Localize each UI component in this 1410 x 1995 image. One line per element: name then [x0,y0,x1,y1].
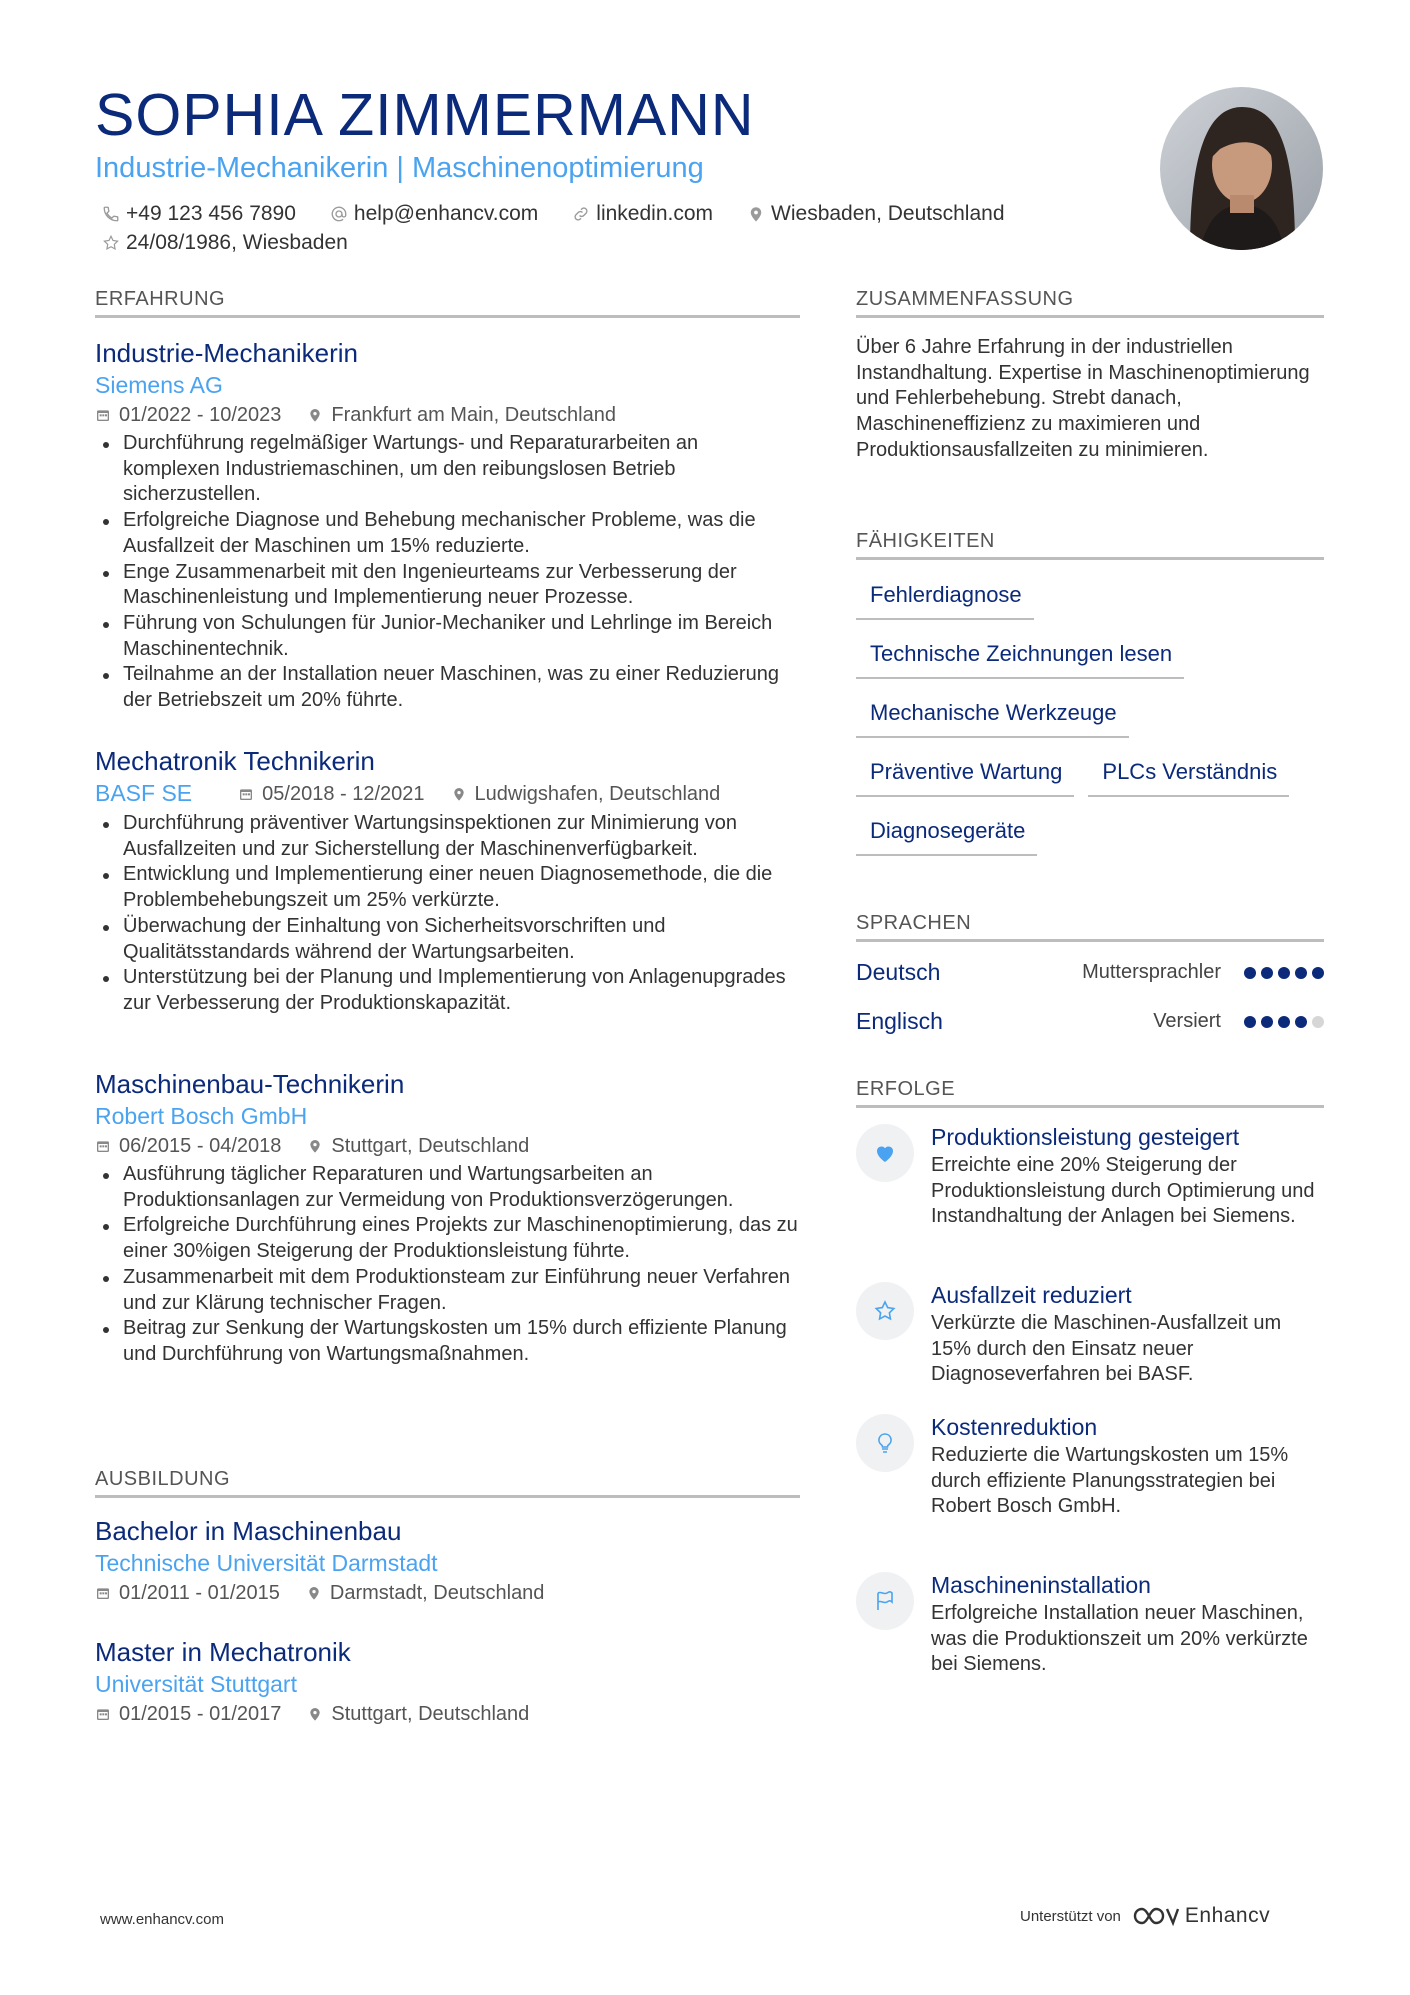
rating-dot [1295,1016,1307,1028]
skill-tag: Fehlerdiagnose [856,580,1034,620]
footer-website[interactable]: www.enhancv.com [100,1911,224,1928]
experience-entry: Industrie-Mechanikerin Siemens AG 01/2022 - 10/2023 Frankfurt am Main, Deutschland Durchführung regelmäßiger Wartungs- und Reparaturarbeiten an komplexen Industriemaschinen, um den reibungslosen Betrieb sicherzustellen. Erfolgreiche Diagnose und Behebung mechanischer Probleme, was die Ausfallzeit der Maschinen um 15% reduzierte. Enge Zusammenarbeit mit den Ingenieurteams zur Verbesserung der Maschinenleistung und Implementierung neuer Prozesse. Führung von Schulungen für Junior-Mechaniker und Lehrlinge im Bereich Maschinentechnik. Teilnahme an der Installation neuer Maschinen, was zu einer Reduzierung der Betriebszeit um 20% führte. [95,336,800,714]
headline: Industrie-Mechanikerin | Maschinenoptimierung [95,152,704,184]
calendar-icon [95,1138,111,1154]
language-row: Englisch Versiert [856,997,1324,1046]
skill-tag: Technische Zeichnungen lesen [856,639,1184,679]
skills-list [856,580,1324,875]
map-pin-icon [451,786,467,802]
candidate-name: SOPHIA ZIMMERMANN [95,82,755,148]
achievements-list: Produktionsleistung gesteigert Erreichte eine 20% Steigerung der Produktionsleistung durch Optimierung und Instandhaltung der Anlagen bei Siemens. Ausfallzeit reduziert Verkürzte die Maschinen-Ausfallzeit um 15% durch den Einsatz neuer Diagnoseverfahren bei BASF. Kostenreduktion Reduzierte die Wartungskosten um 15% durch effiziente Planungsstrategien bei Robert Bosch GmbH. Maschineninstallation Erfolgreiche Installation neuer Maschinen, was die Produktionszeit um 20% verkürzte bei Siemens. [856,1122,1324,1822]
link-icon [572,205,590,223]
map-pin-icon [747,205,765,223]
list-item: Zusammenarbeit mit dem Produktionsteam zur Einführung neuer Verfahren und zur Klärung technischer Fragen. [95,1265,800,1316]
flag-icon [873,1589,897,1613]
list-item: Überwachung der Einhaltung von Sicherheitsvorschriften und Qualitätsstandards während der Wartungsarbeiten. [95,914,800,965]
rating-dot [1261,967,1273,979]
calendar-icon [238,786,254,802]
calendar-icon [95,1585,111,1601]
skill-tag: Präventive Wartung [856,757,1074,797]
list-item: Durchführung präventiver Wartungsinspektionen zur Minimierung von Ausfallzeiten und zur Sicherstellung der Maschinenverfügbarkeit. [95,811,800,862]
rating-dot [1278,967,1290,979]
brand-name: Enhancv [1184,1904,1271,1927]
footer-branding: Unterstützt von Enhancv [1020,1904,1271,1927]
rating-dot [1312,1016,1324,1028]
education-entry: Bachelor in Maschinenbau Technische Universität Darmstadt 01/2011 - 01/2015 Darmstadt, Deutschland [95,1516,545,1604]
skill-tag: PLCs Verständnis [1088,757,1289,797]
list-item: Beitrag zur Senkung der Wartungskosten um 15% durch effiziente Planung und Durchführung von Wartungsmaßnahmen. [95,1316,800,1367]
rating-dots [1239,967,1324,979]
profile-photo [1160,87,1323,250]
lightbulb-icon [873,1431,897,1455]
rating-dot [1244,1016,1256,1028]
email-contact[interactable]: help@enhancv.com [330,202,538,226]
list-item: Durchführung regelmäßiger Wartungs- und Reparaturarbeiten an komplexen Industriemaschinen, um den reibungslosen Betrieb sicherzustellen. [95,431,800,508]
phone-icon [102,205,120,223]
rating-dot [1278,1016,1290,1028]
summary-text: Über 6 Jahre Erfahrung in der industriellen Instandhaltung. Expertise in Maschinenoptimierung und Fehlerbehebung. Strebt danach, Maschineneffizienz zu maximieren und Produktionsausfallzeiten zu minimieren. [856,336,1310,461]
education-entry: Master in Mechatronik Universität Stuttgart 01/2015 - 01/2017 Stuttgart, Deutschland [95,1637,530,1725]
skill-tag: Mechanische Werkzeuge [856,698,1129,738]
list-item: Ausführung täglicher Reparaturen und Wartungsarbeiten an Produktionsanlagen zur Vermeidung von Produktionsverzögerungen. [95,1162,800,1213]
experience-entry: Maschinenbau-Technikerin Robert Bosch GmbH 06/2015 - 04/2018 Stuttgart, Deutschland Ausführung täglicher Reparaturen und Wartungsarbeiten an Produktionsanlagen zur Vermeidung von Produktionsverzögerungen. Erfolgreiche Durchführung eines Projekts zur Maschinenoptimierung, das zu einer 30%igen Steigerung der Produktionsleistung führte. Zusammenarbeit mit dem Produktionsteam zur Einführung neuer Verfahren und zur Klärung technischer Fragen. Beitrag zur Senkung der Wartungskosten um 15% durch effiziente Planung und Durchführung von Wartungsmaßnahmen. [95,1067,800,1368]
heart-icon [873,1141,897,1165]
list-item: Erfolgreiche Diagnose und Behebung mechanischer Probleme, was die Ausfallzeit der Maschinen um 15% reduzierte. [95,508,800,559]
birth-contact: 24/08/1986, Wiesbaden [102,231,348,255]
section-header-experience: ERFAHRUNG [95,288,800,318]
rating-dot [1261,1016,1273,1028]
language-row: Deutsch Muttersprachler [856,948,1324,997]
skill-tag: Diagnosegeräte [856,816,1037,856]
rating-dot [1312,967,1324,979]
linkedin-contact[interactable]: linkedin.com [572,202,713,226]
calendar-icon [95,407,111,423]
rating-dot [1244,967,1256,979]
rating-dot [1295,967,1307,979]
section-header-summary: ZUSAMMENFASSUNG [856,288,1324,318]
section-header-education: AUSBILDUNG [95,1468,800,1498]
list-item: Entwicklung und Implementierung einer neuen Diagnosemethode, die die Problembehebungszeit um 25% verkürzte. [95,862,800,913]
rating-dots [1239,1016,1324,1028]
experience-entry: Mechatronik Technikerin BASF SE 05/2018 - 12/2021 Ludwigshafen, Deutschland Durchführung präventiver Wartungsinspektionen zur Minimierung von Ausfallzeiten und zur Sicherstellung der Maschinenverfügbarkeit. Entwicklung und Implementierung einer neuen Diagnosemethode, die die Problembehebungszeit um 25% verkürzte. Überwachung der Einhaltung von Sicherheitsvorschriften und Qualitätsstandards während der Wartungsarbeiten. Unterstützung bei der Planung und Implementierung von Anlagenupgrades zur Verbesserung der Produktionskapazität. [95,744,800,1017]
section-header-achievements: ERFOLGE [856,1078,1324,1108]
enhancv-logo-icon [1131,1904,1179,1928]
star-icon [873,1299,897,1323]
list-item: Führung von Schulungen für Junior-Mechaniker und Lehrlinge im Bereich Maschinentechnik. [95,611,800,662]
at-icon [330,205,348,223]
location-contact: Wiesbaden, Deutschland [747,202,1004,226]
calendar-icon [95,1706,111,1722]
section-header-skills: FÄHIGKEITEN [856,530,1324,560]
phone-contact: +49 123 456 7890 [102,202,296,226]
star-icon [102,234,120,252]
map-pin-icon [307,1138,323,1154]
list-item: Teilnahme an der Installation neuer Maschinen, was zu einer Reduzierung der Betriebszeit um 20% führte. [95,662,800,713]
list-item: Erfolgreiche Durchführung eines Projekts zur Maschinenoptimierung, das zu einer 30%igen Steigerung der Produktionsleistung führte. [95,1213,800,1264]
map-pin-icon [306,1585,322,1601]
map-pin-icon [307,1706,323,1722]
languages-list [856,948,1324,1046]
map-pin-icon [307,407,323,423]
list-item: Unterstützung bei der Planung und Implementierung von Anlagenupgrades zur Verbesserung der Produktionskapazität. [95,965,800,1016]
section-header-languages: SPRACHEN [856,912,1324,942]
list-item: Enge Zusammenarbeit mit den Ingenieurteams zur Verbesserung der Maschinenleistung und Implementierung neuer Prozesse. [95,560,800,611]
contact-info [102,199,1102,257]
